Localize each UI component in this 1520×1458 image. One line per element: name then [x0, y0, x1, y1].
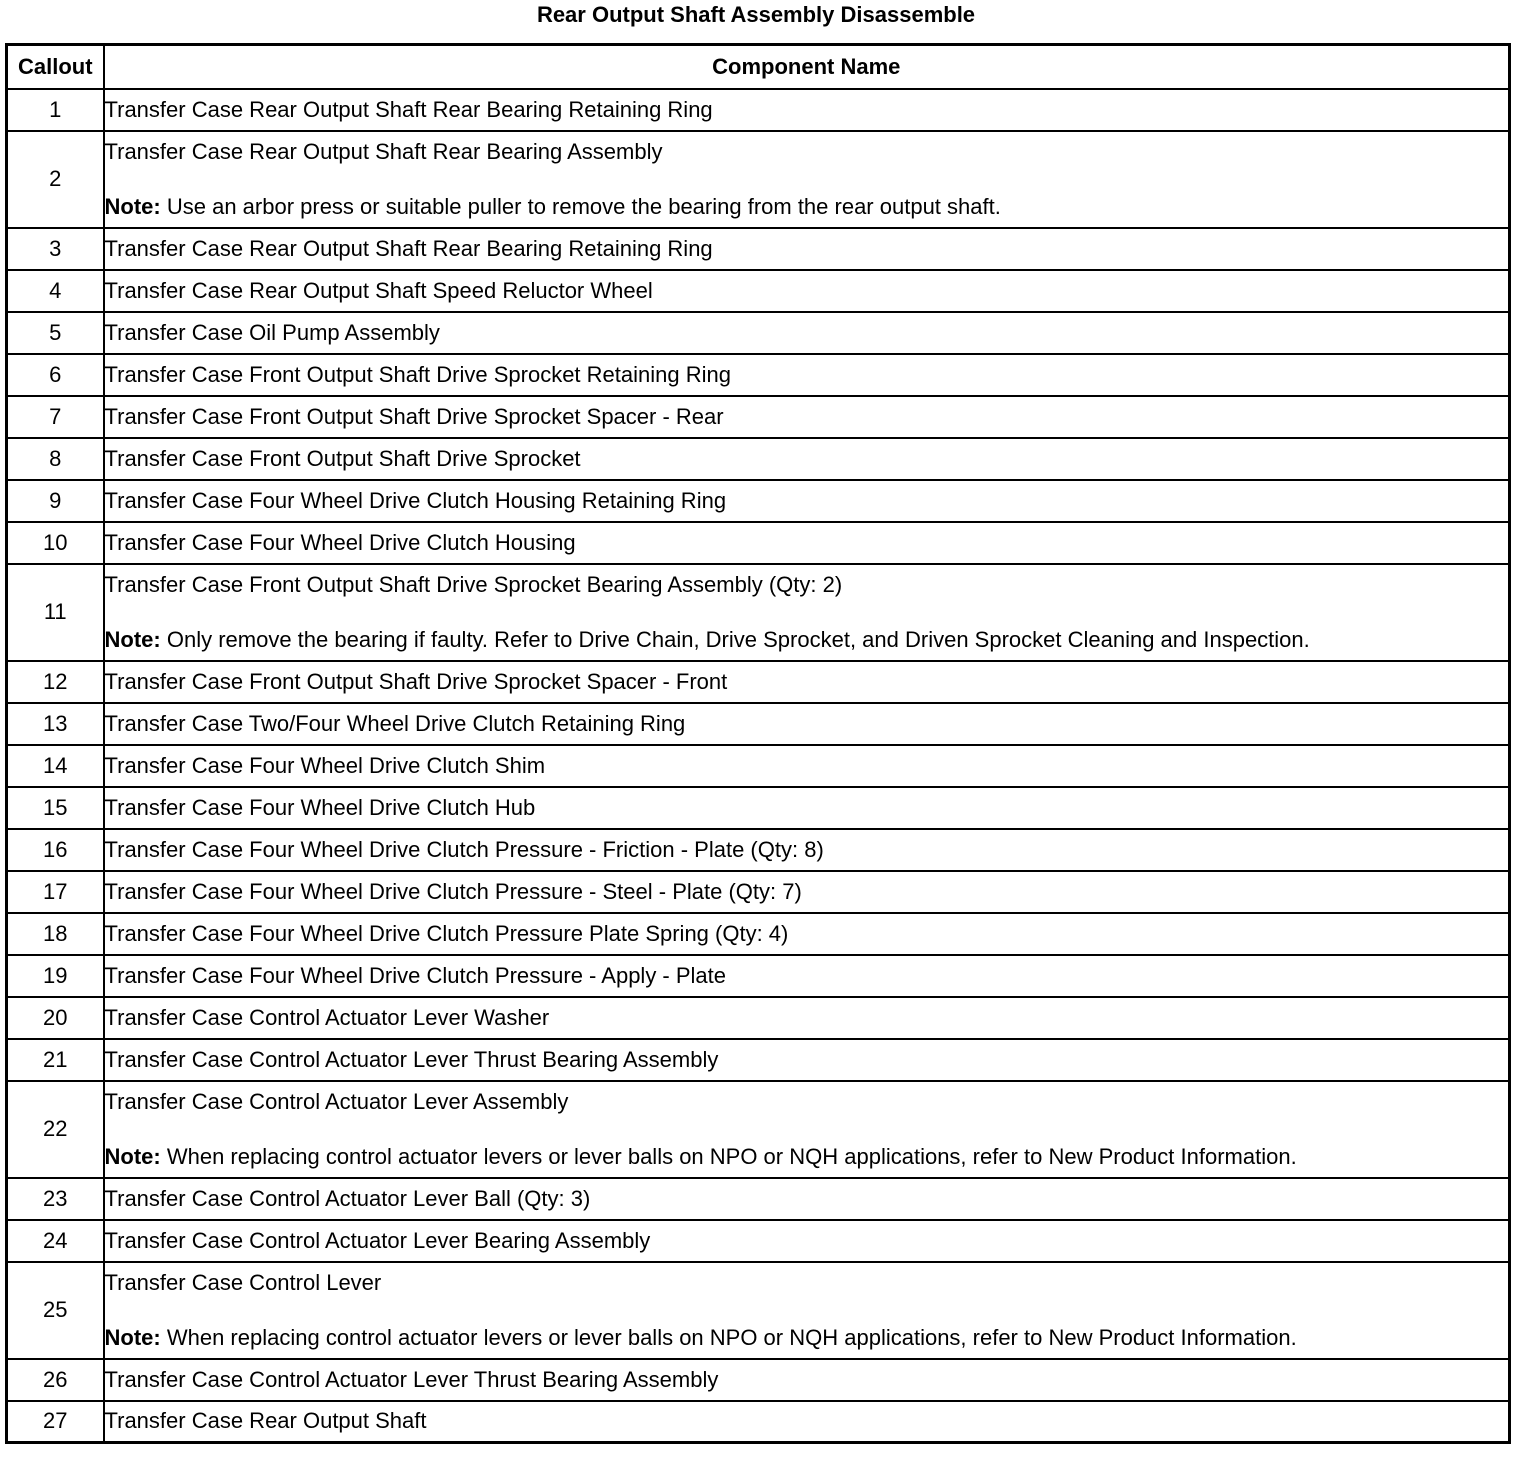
component-name: Transfer Case Control Actuator Lever Bearing Assembly	[104, 1227, 651, 1253]
table-header-row	[7, 45, 1510, 89]
callout-column-header: Callout	[7, 45, 104, 89]
component-name-cell	[104, 89, 1510, 131]
component-name-cell	[104, 1262, 1510, 1359]
component-name-cell	[104, 1220, 1510, 1262]
component-name: Transfer Case Rear Output Shaft	[104, 1408, 427, 1434]
component-name: Transfer Case Four Wheel Drive Clutch Pressure Plate Spring (Qty: 4)	[104, 920, 789, 946]
callout-cell: 9	[7, 480, 104, 522]
callout-cell: 7	[7, 396, 104, 438]
component-name-cell	[104, 564, 1510, 661]
table-row	[7, 396, 1510, 438]
component-name-cell	[104, 312, 1510, 354]
table-row	[7, 480, 1510, 522]
component-name: Transfer Case Oil Pump Assembly	[104, 319, 440, 345]
table-body	[7, 89, 1510, 1443]
component-name-column-header: Component Name	[104, 45, 1510, 89]
table-row	[7, 228, 1510, 270]
callout-cell: 17	[7, 871, 104, 913]
component-name-cell	[104, 871, 1510, 913]
note-label: Note:	[104, 626, 161, 652]
component-name-cell	[104, 480, 1510, 522]
table-row	[7, 829, 1510, 871]
note	[105, 193, 1509, 221]
note-label: Note:	[104, 1143, 161, 1169]
component-name: Transfer Case Control Actuator Lever Washer	[104, 1004, 550, 1030]
component-name-cell	[104, 1178, 1510, 1220]
component-name: Transfer Case Control Actuator Lever Thrust Bearing Assembly	[104, 1366, 719, 1392]
note-text: Use an arbor press or suitable puller to remove the bearing from the rear output shaft.	[166, 193, 1001, 219]
component-name-cell	[104, 438, 1510, 480]
component-name: Transfer Case Front Output Shaft Drive Sprocket	[104, 445, 581, 471]
component-name-cell	[104, 1401, 1510, 1443]
component-name-cell	[104, 829, 1510, 871]
component-name-cell	[104, 661, 1510, 703]
components-table	[5, 43, 1511, 1444]
component-name-cell	[104, 228, 1510, 270]
table-row	[7, 997, 1510, 1039]
table-row	[7, 1178, 1510, 1220]
note-label: Note:	[104, 1324, 161, 1350]
callout-cell: 27	[7, 1401, 104, 1443]
page-title: Rear Output Shaft Assembly Disassemble	[536, 2, 976, 27]
table-row	[7, 564, 1510, 661]
table-row	[7, 745, 1510, 787]
callout-cell: 15	[7, 787, 104, 829]
callout-cell: 10	[7, 522, 104, 564]
table-row	[7, 787, 1510, 829]
table-row	[7, 703, 1510, 745]
callout-cell: 5	[7, 312, 104, 354]
table-row	[7, 661, 1510, 703]
callout-cell: 21	[7, 1039, 104, 1081]
component-name: Transfer Case Four Wheel Drive Clutch Pressure - Friction - Plate (Qty: 8)	[104, 836, 824, 862]
component-name: Transfer Case Front Output Shaft Drive Sprocket Spacer - Front	[104, 668, 728, 694]
table-row	[7, 89, 1510, 131]
note-text: When replacing control actuator levers or lever balls on NPO or NQH applications, refer to New Product Information.	[166, 1143, 1297, 1169]
component-name-cell	[104, 131, 1510, 228]
component-name-cell	[104, 270, 1510, 312]
component-name: Transfer Case Rear Output Shaft Rear Bearing Retaining Ring	[104, 235, 713, 261]
table-row	[7, 871, 1510, 913]
callout-cell: 11	[7, 564, 104, 661]
component-name-cell	[104, 1039, 1510, 1081]
component-name: Transfer Case Front Output Shaft Drive Sprocket Bearing Assembly (Qty: 2)	[104, 571, 843, 597]
component-name-cell	[104, 997, 1510, 1039]
component-name-cell	[104, 1081, 1510, 1178]
note	[105, 626, 1509, 654]
callout-cell: 1	[7, 89, 104, 131]
table-row	[7, 522, 1510, 564]
component-name: Transfer Case Four Wheel Drive Clutch Pressure - Steel - Plate (Qty: 7)	[104, 878, 802, 904]
note-label: Note:	[104, 193, 161, 219]
component-name: Transfer Case Control Actuator Lever Ball (Qty: 3)	[104, 1185, 591, 1211]
callout-cell: 8	[7, 438, 104, 480]
component-name-cell	[104, 703, 1510, 745]
note	[105, 1143, 1509, 1171]
component-name: Transfer Case Four Wheel Drive Clutch Shim	[104, 752, 546, 778]
component-name: Transfer Case Front Output Shaft Drive Sprocket Retaining Ring	[104, 361, 731, 387]
callout-cell: 4	[7, 270, 104, 312]
callout-cell: 6	[7, 354, 104, 396]
note-text: When replacing control actuator levers or lever balls on NPO or NQH applications, refer to New Product Information.	[166, 1324, 1297, 1350]
callout-cell: 18	[7, 913, 104, 955]
component-name-cell	[104, 745, 1510, 787]
table-row	[7, 270, 1510, 312]
callout-cell: 2	[7, 131, 104, 228]
table-row	[7, 913, 1510, 955]
table-row	[7, 438, 1510, 480]
callout-cell: 19	[7, 955, 104, 997]
callout-cell: 16	[7, 829, 104, 871]
component-name: Transfer Case Rear Output Shaft Rear Bearing Retaining Ring	[104, 96, 713, 122]
callout-cell: 24	[7, 1220, 104, 1262]
callout-cell: 12	[7, 661, 104, 703]
component-name-cell	[104, 955, 1510, 997]
callout-cell: 25	[7, 1262, 104, 1359]
component-name: Transfer Case Rear Output Shaft Speed Reluctor Wheel	[104, 277, 653, 303]
table-row	[7, 955, 1510, 997]
component-name: Transfer Case Rear Output Shaft Rear Bearing Assembly	[104, 138, 663, 164]
component-name-cell	[104, 913, 1510, 955]
component-name: Transfer Case Two/Four Wheel Drive Clutch Retaining Ring	[104, 710, 686, 736]
component-name: Transfer Case Front Output Shaft Drive Sprocket Spacer - Rear	[104, 403, 724, 429]
component-name: Transfer Case Four Wheel Drive Clutch Hub	[104, 794, 536, 820]
note-text: Only remove the bearing if faulty. Refer to Drive Chain, Drive Sprocket, and Driven Sprocket Cleaning and Inspection.	[166, 626, 1310, 652]
component-name-cell	[104, 787, 1510, 829]
table-row	[7, 1401, 1510, 1443]
table-row	[7, 1081, 1510, 1178]
component-name: Transfer Case Four Wheel Drive Clutch Pressure - Apply - Plate	[104, 962, 727, 988]
callout-cell: 26	[7, 1359, 104, 1401]
component-name-cell	[104, 354, 1510, 396]
component-name: Transfer Case Four Wheel Drive Clutch Housing	[104, 529, 576, 555]
table-row	[7, 1039, 1510, 1081]
callout-cell: 3	[7, 228, 104, 270]
table-row	[7, 1262, 1510, 1359]
component-name-cell	[104, 1359, 1510, 1401]
component-name: Transfer Case Control Actuator Lever Assembly	[104, 1088, 569, 1114]
note	[105, 1324, 1509, 1352]
callout-cell: 23	[7, 1178, 104, 1220]
table-row	[7, 312, 1510, 354]
callout-cell: 13	[7, 703, 104, 745]
callout-cell: 20	[7, 997, 104, 1039]
component-name: Transfer Case Control Lever	[104, 1269, 382, 1295]
table-row	[7, 354, 1510, 396]
table-row	[7, 1220, 1510, 1262]
component-name: Transfer Case Four Wheel Drive Clutch Housing Retaining Ring	[104, 487, 727, 513]
component-name-cell	[104, 396, 1510, 438]
component-name: Transfer Case Control Actuator Lever Thrust Bearing Assembly	[104, 1046, 719, 1072]
table-row	[7, 1359, 1510, 1401]
table-row	[7, 131, 1510, 228]
callout-cell: 22	[7, 1081, 104, 1178]
component-name-cell	[104, 522, 1510, 564]
callout-cell: 14	[7, 745, 104, 787]
